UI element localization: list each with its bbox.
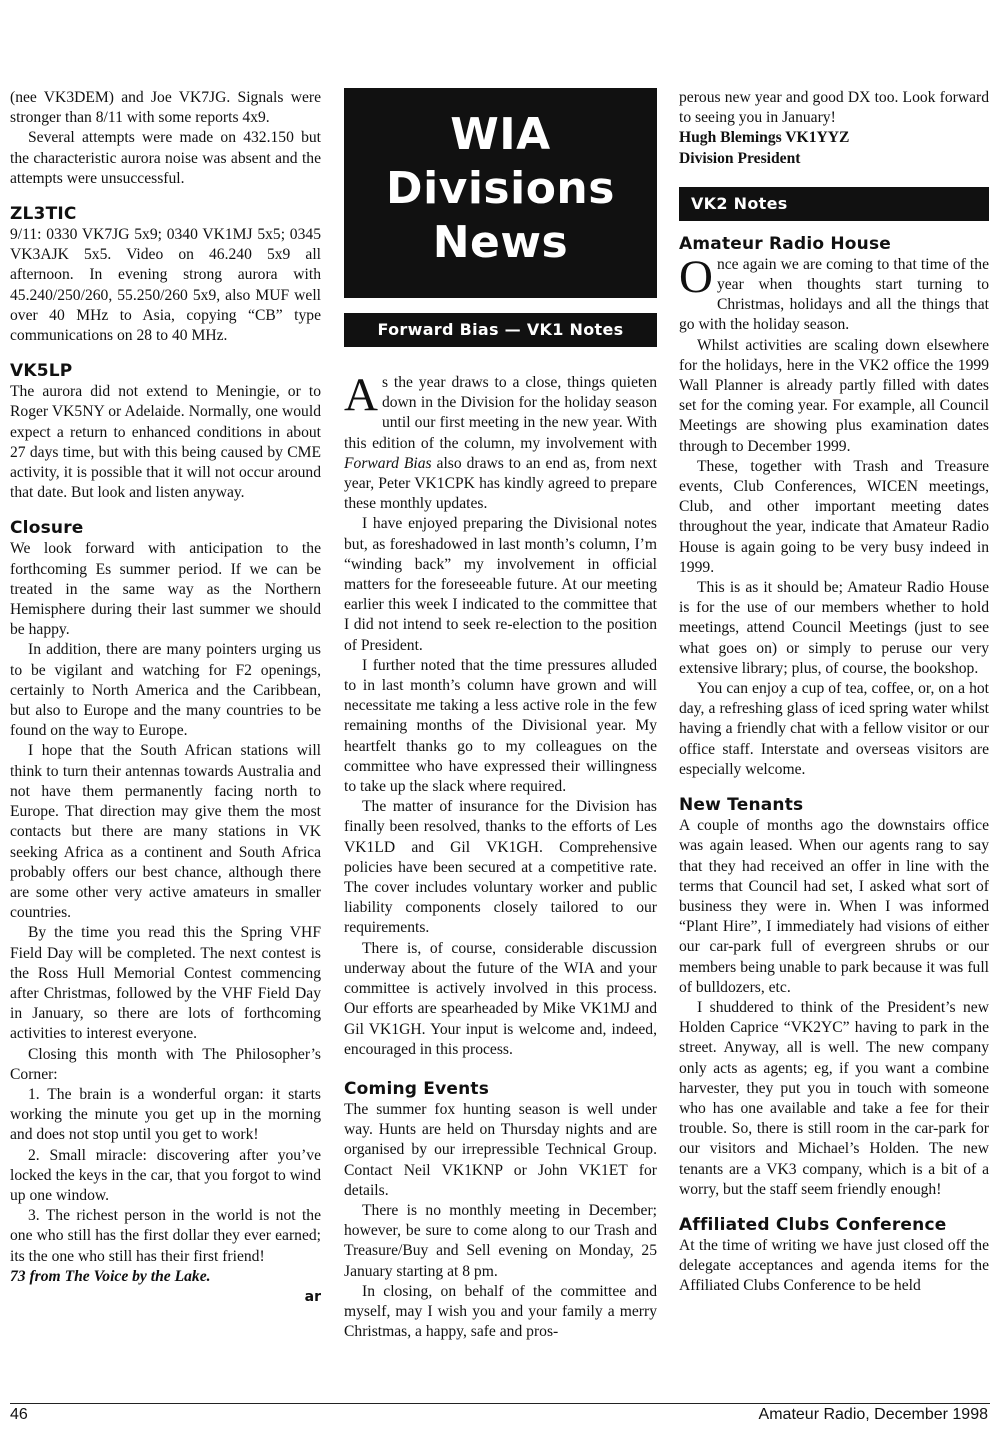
paragraph: I hope that the South African stations will think to turn their antennas towards Australia and not have them permanently facing north to Europe. That direction may give them the most contacts but there are many stations in VK seeking Africa as a continent and South Africa probably offers our best chance, although there are some other very active amateurs in smaller countries.: [10, 742, 321, 922]
footer-divider: [10, 1403, 990, 1404]
heading-closure: Closure: [10, 518, 84, 539]
banner-line: WIA: [450, 109, 551, 160]
drop-cap: O: [679, 250, 713, 303]
paragraph: In closing, on behalf of the committee and myself, may I wish you and your family a merry Christmas, a happy, safe and pros-: [344, 1282, 657, 1341]
heading-new-tenants: New Tenants: [679, 795, 804, 816]
paragraph: I further noted that the time pressures alluded to in last month’s column have grown and will necessitate me taking a less active role in the few remaining months of the Divisional year. My heartfelt thanks go to my colleagues on the committee who have expressed their willingness to take up the slack where required.: [344, 656, 657, 796]
paragraph: A couple of months ago the downstairs office was again leased. When our agents rang to say that they had received an offer in line with the terms that Council had set, I asked what sort of business they were in. When I was informed “Plant Hire”, I immediately had visions of either our car-park full of evergreen shrubs or our members being unable to park because it was full of bulldozers, etc.: [679, 817, 989, 996]
paragraph: This is as it should be; Amateur Radio House is for the use of our members whether to hold meetings, attend Council Meetings (just to see what goes on) or simply to peruse our very extensive library; plus, of course, the bookshop.: [679, 579, 989, 677]
banner-line: Divisions: [386, 163, 615, 214]
column-right: [679, 88, 989, 1297]
banner-line: News: [432, 217, 569, 268]
signature-name: Hugh Blemings VK1YYZ: [679, 129, 850, 147]
section-header-vk2: VK2 Notes: [679, 187, 989, 221]
paragraph: 2. Small miracle: discovering after you’ve locked the keys in the car, that you forgot to wind up one window.: [10, 1146, 321, 1204]
end-mark: ar: [304, 1288, 321, 1305]
text: nce again we are coming to that time of the year when thoughts start turning to Christmas, holidays and all the things that go with the holiday season.: [679, 255, 989, 334]
heading-amateur-radio-house: Amateur Radio House: [679, 233, 892, 254]
paragraph: 9/11: 0330 VK7JG 5x9; 0340 VK1MJ 5x5; 0345 VK3AJK 5x5. Video on 46.240 5x9 all afternoon. In evening strong aurora with 45.240/250/260, 55.250/260 5x9, also MUF well over 40 MHz to Asia, copying “CB” type communications on 28 to 40 MHz.: [10, 226, 321, 345]
paragraph: The summer fox hunting season is well under way. Hunts are held on Thursday nights and are organised by our irrepressible Technical Group. Contact Neil VK1KNP or John VK1ET for details.: [344, 1100, 657, 1199]
paragraph: There is, of course, considerable discussion underway about the future of the WIA and your committee is actively involved in this process. Our efforts are spearheaded by Mike VK1MJ and Gil VK1GH. Your input is welcome and, indeed, encouraged in this process.: [344, 939, 657, 1058]
magazine-footer: Amateur Radio, December 1998: [758, 1406, 988, 1423]
section-header-vk1: Forward Bias — VK1 Notes: [344, 313, 657, 347]
text: also draws to an end as, from next year, Peter VK1CPK has kindly agreed to prepare these monthly updates.: [344, 454, 657, 513]
paragraph: By the time you read this the Spring VHF Field Day will be completed. The next contest is the Ross Hull Memorial Contest commencing after Christmas, followed by the VHF Field Day in January, so there are lots of forthcoming activities to interest everyone.: [10, 924, 321, 1043]
signature-title: Division President: [679, 149, 801, 167]
paragraph: Closing this month with The Philosopher’s Corner:: [10, 1045, 321, 1083]
heading-coming-events: Coming Events: [344, 1078, 490, 1099]
paragraph: (nee VK3DEM) and Joe VK7JG. Signals were stronger than 8/11 with some reports 4x9.: [10, 89, 321, 127]
paragraph: Whilst activities are scaling down elsewhere for the holidays, here in the VK2 office the 1999 Wall Planner is already partly filled with dates set for the coming year. For example, all Council Meetings are showing plus examination dates through to December 1999.: [679, 336, 989, 455]
paragraph: [344, 369, 657, 514]
paragraph: Several attempts were made on 432.150 but the characteristic aurora noise was absent and the attempts were unsuccessful.: [10, 129, 321, 187]
paragraph: 3. The richest person in the world is not the one who still has the first dollar they ever earned; its the one who still has their first friend!: [10, 1207, 321, 1265]
page-number: 46: [10, 1406, 28, 1423]
paragraph: I shuddered to think of the President’s new Holden Caprice “VK2YC” having to park in the street. Anyway, all is well. The new company only acts as agents; eg, if you want a combine harvester, they put you in touch with someone who has one available and take a fee for their trouble. So, there is still room in the car-park for our visitors and Michael’s Holden. The new tenants are a VK3 company, which is a bit of a worry, but the staff seem friendly enough!: [679, 998, 989, 1198]
paragraph: At the time of writing we have just closed off the delegate acceptances and agenda items for the Affiliated Clubs Conference to be held: [679, 1236, 989, 1295]
paragraph: The matter of insurance for the Division has finally been resolved, thanks to the efforts of Les VK1LD and Gil VK1GH. Comprehensive policies have been secured at a competitive rate. The cover includes voluntary worker and public liability components closely tailored to our requirements.: [344, 798, 657, 937]
paragraph: There is no monthly meeting in December; however, be sure to come along to our Trash and Treasure/Buy and Sell evening on Monday, 25 January starting at 8 pm.: [344, 1201, 657, 1280]
column-middle: [344, 88, 657, 1342]
publication-name: Forward Bias: [344, 454, 432, 472]
paragraph: [679, 250, 989, 336]
heading-affiliated-clubs: Affiliated Clubs Conference: [679, 1214, 947, 1235]
paragraph: In addition, there are many pointers urging us to be vigilant and watching for F2 openings, certainly to North America and the Caribbean, but also to Europe and the many countries to be found on the way to Europe.: [10, 641, 321, 740]
paragraph: I have enjoyed preparing the Divisional notes but, as foreshadowed in last month’s column, I’m “winding back” my involvement in official matters for the foreseeable future. At our meeting earlier this week I indicated to the committee that I did not intend to seek re-election to the position of President.: [344, 515, 657, 654]
heading-zl3tic: ZL3TIC: [10, 204, 77, 225]
paragraph: These, together with Trash and Treasure events, Club Conferences, WICEN meetings, Club, and other important meeting dates throughout the year, indicate that Amateur Radio House is again going to be very busy indeed in 1999.: [679, 457, 989, 576]
paragraph: You can enjoy a cup of tea, coffee, or, on a hot day, a refreshing glass of iced spring water whilst having a friendly chat with a fellow visitor or our office staff. Interstate and overseas visitors are especially welcome.: [679, 680, 989, 778]
paragraph: We look forward with anticipation to the forthcoming Es summer period. If we can be treated in the same way as the Northern Hemisphere during their last summer we should be happy.: [10, 540, 321, 639]
paragraph: The aurora did not extend to Meningie, or to Roger VK5NY or Adelaide. Normally, one would expect a return to enhanced conditions in about 27 days time, but with this being caused by CME activity, it is possible that it will not occur around that date. But look and listen anyway.: [10, 383, 321, 502]
drop-cap: A: [344, 369, 378, 421]
heading-vk5lp: VK5LP: [10, 361, 73, 382]
wia-divisions-news-banner: [344, 88, 657, 298]
column-left: [10, 88, 321, 1307]
paragraph: 1. The brain is a wonderful organ: it starts working the minute you get up in the morning and does not stop until you get to work!: [10, 1085, 321, 1144]
text: s the year draws to a close, things quieten down in the Division for the holiday season until our first meeting in the new year. With this edition of the column, my involvement with: [344, 374, 657, 452]
paragraph: perous new year and good DX too. Look forward to seeing you in January!: [679, 89, 989, 127]
signoff: 73 from The Voice by the Lake.: [10, 1267, 211, 1285]
